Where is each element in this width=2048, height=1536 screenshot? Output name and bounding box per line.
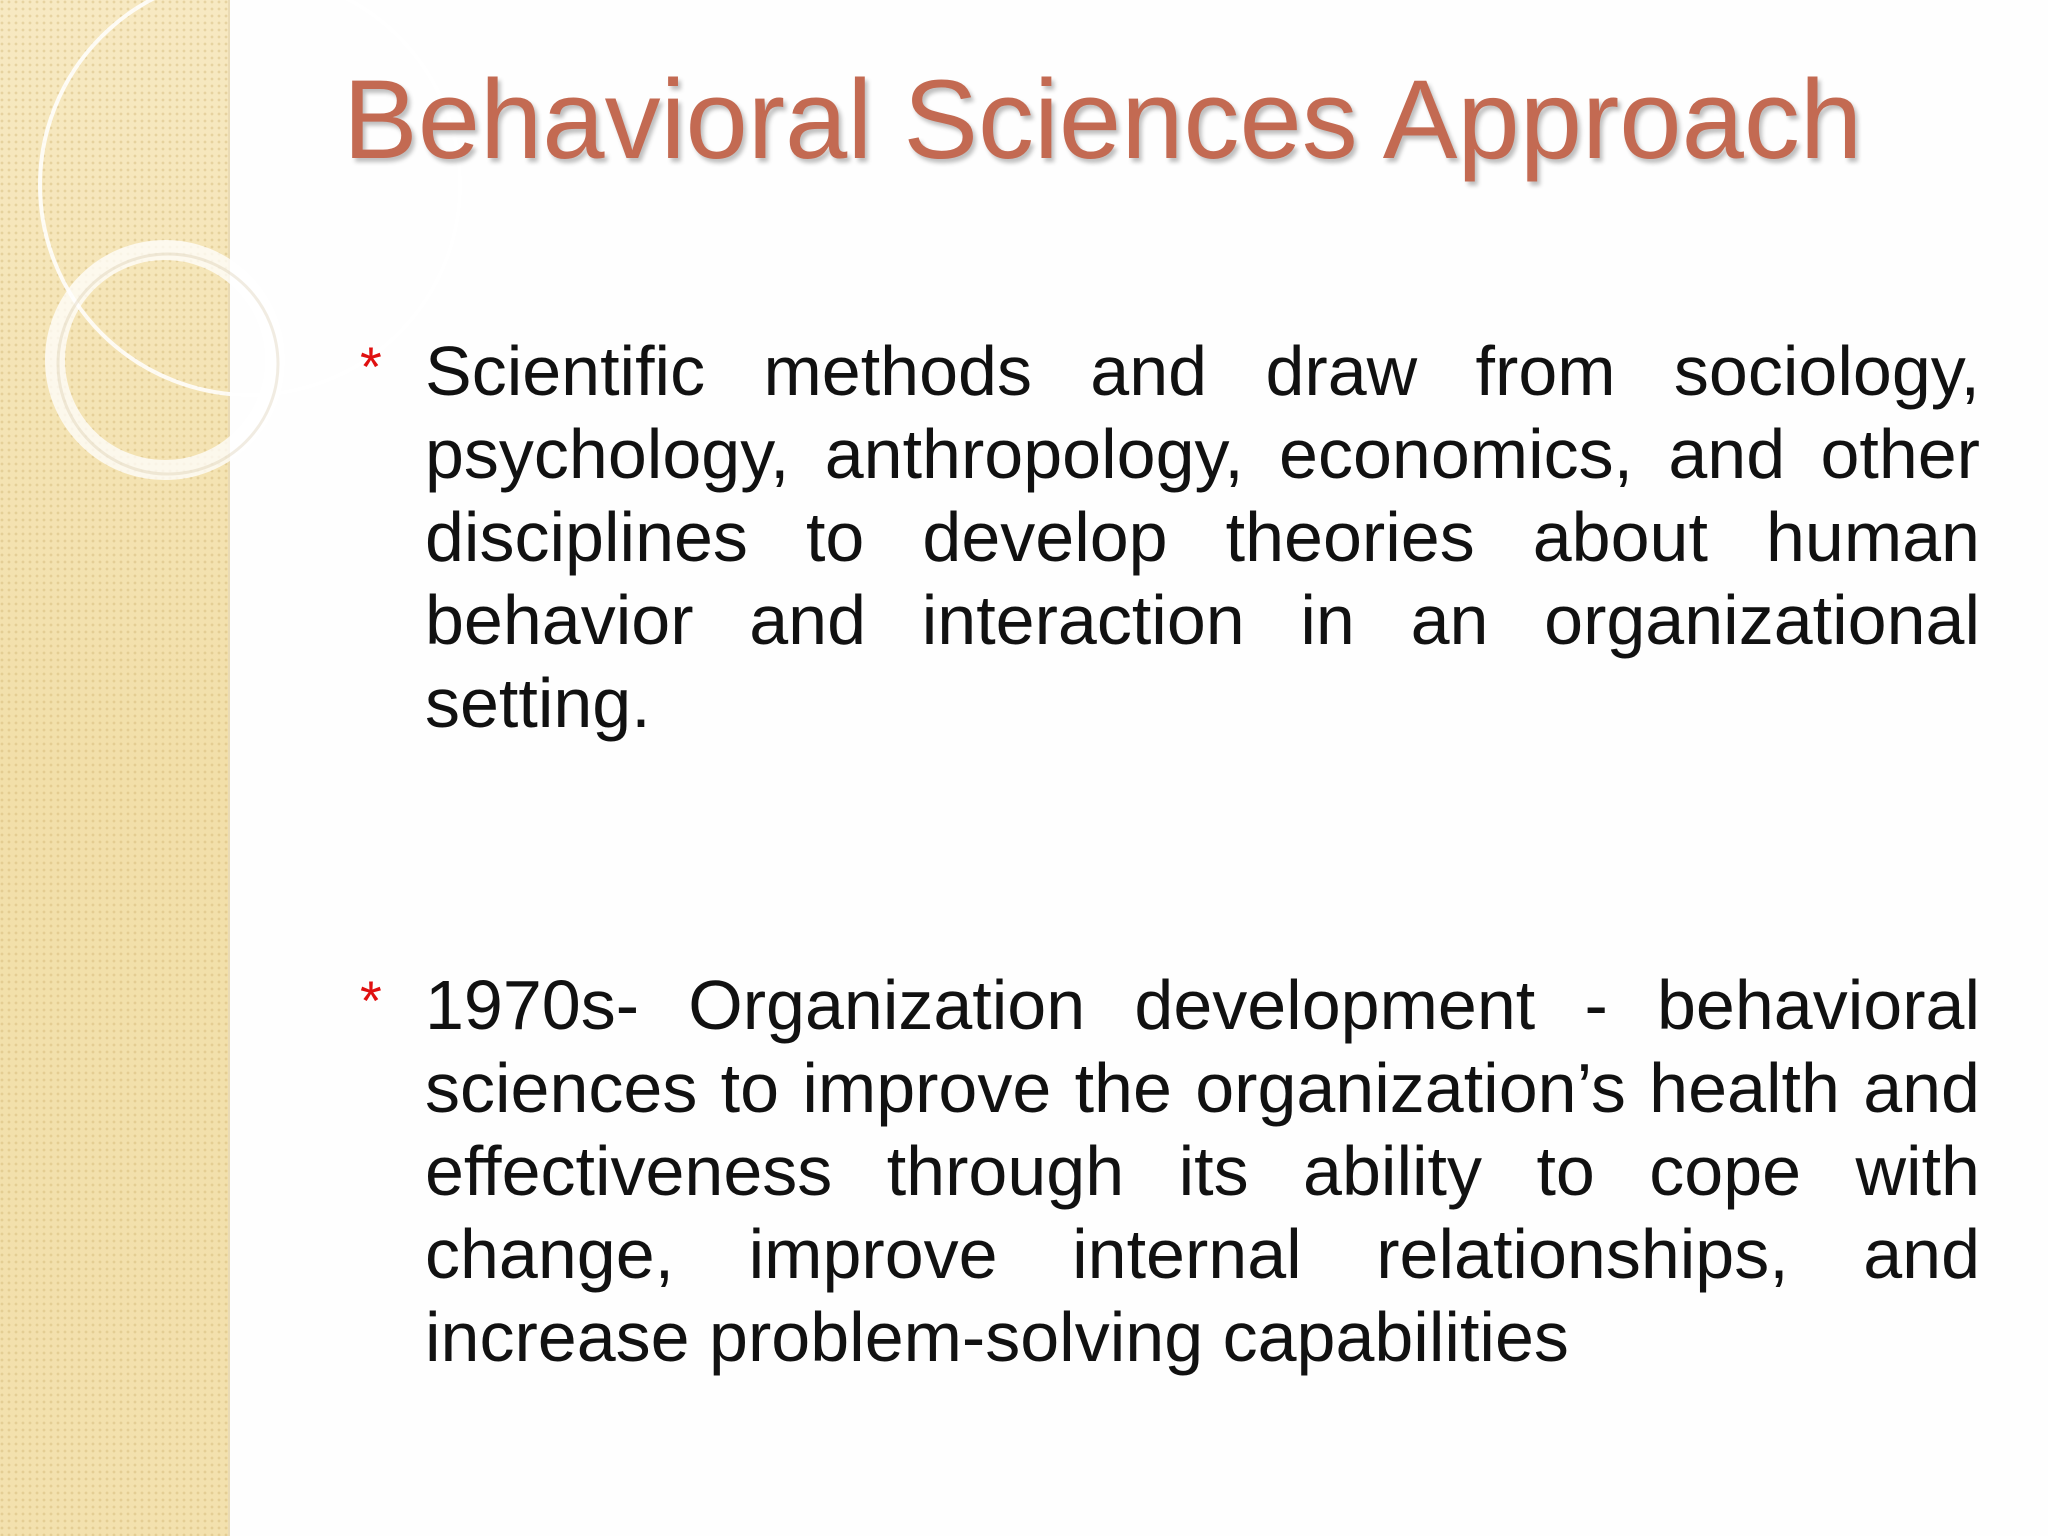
bullet-text: 1970s- Organization development - behavioral sciences to improve the organization’s health and effectiveness through its ability to cope with change, improve internal relationships, and increase problem-solving capabilities <box>425 966 1980 1376</box>
bullet-item <box>360 964 1980 1379</box>
bullet-asterisk-icon: * <box>360 335 382 398</box>
bullet-text: Scientific methods and draw from sociology, psychology, anthropology, economics, and other disciplines to develop theories about human behavior and interaction in an organizational setting. <box>425 332 1980 742</box>
bullet-asterisk-icon: * <box>360 969 382 1032</box>
slide-title: Behavioral Sciences Approach <box>343 57 1863 182</box>
small-ring-shadow <box>58 254 278 474</box>
decorative-rings-icon <box>0 0 320 520</box>
bullet-item <box>360 330 1980 745</box>
